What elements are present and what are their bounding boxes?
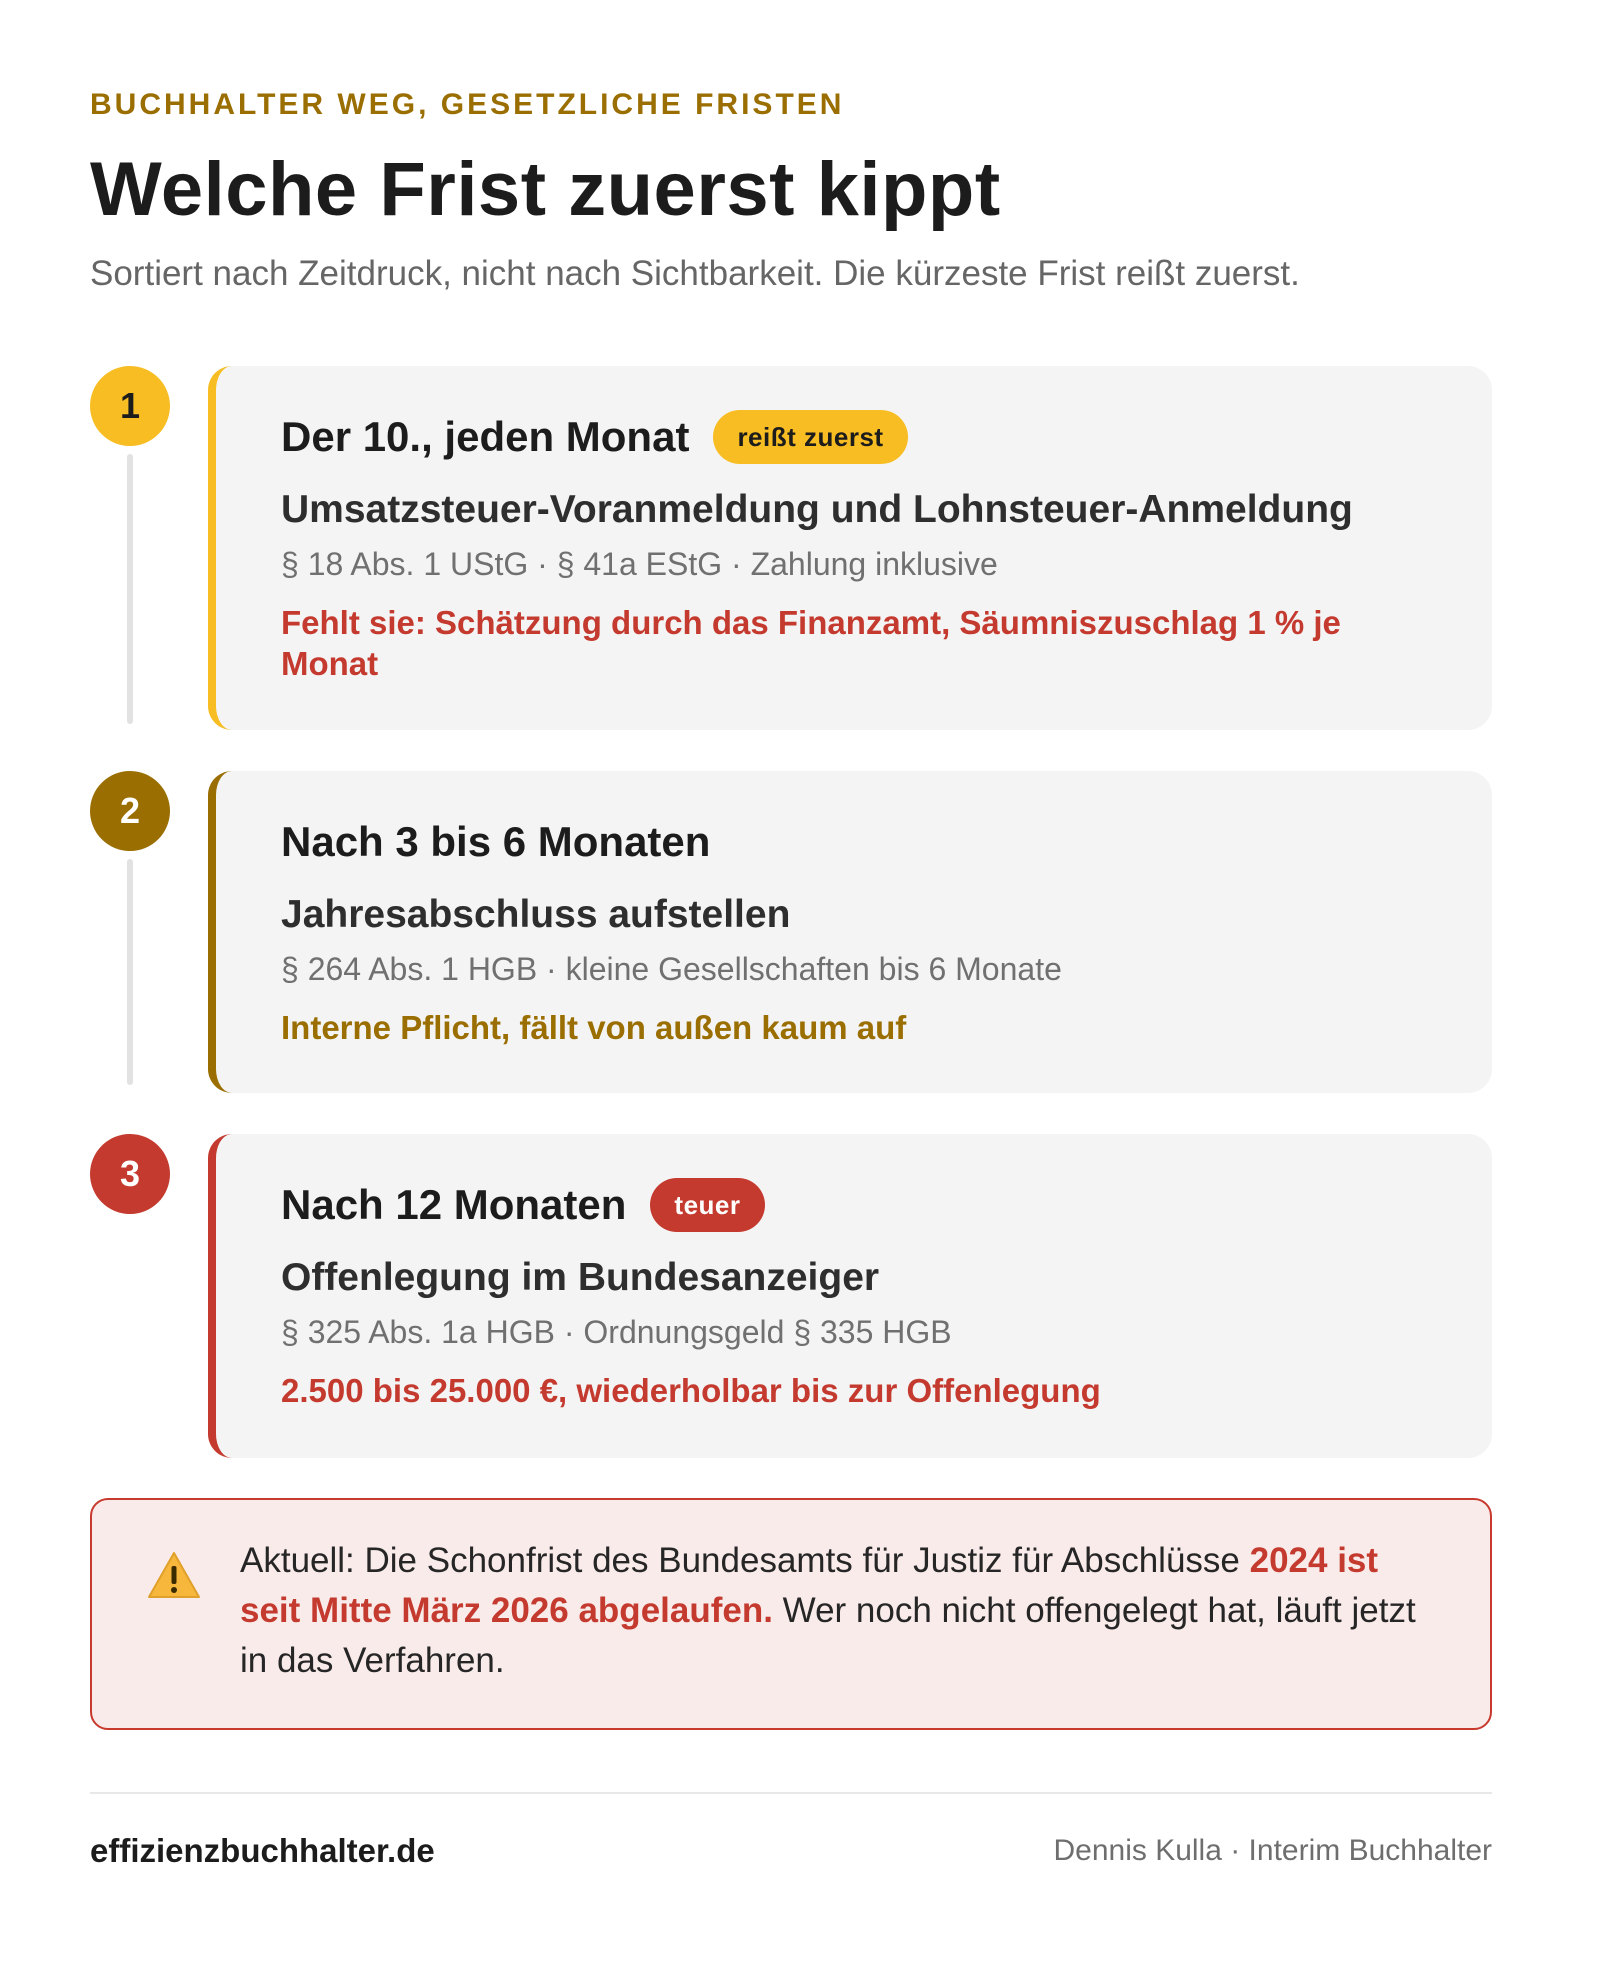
site-link[interactable]: effizienzbuchhalter.de [90, 1832, 435, 1869]
page-title: Welche Frist zuerst kippt [90, 147, 1001, 232]
warning-icon [146, 1550, 202, 1600]
deadline-heading: Nach 3 bis 6 Monaten [281, 818, 711, 865]
legal-reference: § 325 Abs. 1a HGB · Ordnungsgeld § 335 HGB [281, 1314, 952, 1350]
legal-reference: § 264 Abs. 1 HGB · kleine Gesellschaften bis 6 Monate [281, 951, 1062, 987]
deadline-card [208, 771, 1492, 1093]
page-subtitle: Sortiert nach Zeitdruck, nicht nach Sichtbarkeit. Die kürzeste Frist reißt zuerst. [90, 254, 1300, 293]
page [90, 0, 1492, 1981]
card-heading-row [281, 1178, 765, 1232]
author-credit: Dennis Kulla · Interim Buchhalter [1053, 1834, 1492, 1867]
step-number: 1 [90, 366, 170, 446]
deadline-subject: Offenlegung im Bundesanzeiger [281, 1256, 880, 1299]
card-heading-row [281, 815, 710, 869]
footer-divider [90, 1792, 1492, 1794]
deadline-subject: Umsatzsteuer-Voranmeldung und Lohnsteuer-Anmeldung [281, 488, 1353, 531]
notice-text [240, 1536, 1440, 1686]
consequence-note: Fehlt sie: Schätzung durch das Finanzamt, Säumniszuschlag 1 % je Monat [281, 604, 1341, 682]
status-badge: teuer [650, 1178, 764, 1232]
notice-highlight: 2024 ist seit Mitte März 2026 abgelaufen. [240, 1541, 1379, 1630]
notice-text-start: Aktuell: Die Schonfrist des Bundesamts für Justiz für Abschlüsse [240, 1541, 1250, 1580]
consequence-note: Interne Pflicht, fällt von außen kaum auf [281, 1009, 907, 1046]
legal-reference: § 18 Abs. 1 UStG · § 41a EStG · Zahlung inklusive [281, 546, 998, 582]
step-number: 3 [90, 1134, 170, 1214]
status-badge: reißt zuerst [713, 410, 907, 464]
timeline-rail [127, 454, 133, 724]
deadline-heading: Nach 12 Monaten [281, 1181, 627, 1228]
step-number: 2 [90, 771, 170, 851]
consequence-note: 2.500 bis 25.000 €, wiederholbar bis zur Offenlegung [281, 1372, 1101, 1409]
deadline-subject: Jahresabschluss aufstellen [281, 893, 791, 936]
deadline-heading: Der 10., jeden Monat [281, 413, 690, 460]
notice-box [90, 1498, 1492, 1730]
notice-text-end: Wer noch nicht offengelegt hat, läuft jetzt in das Verfahren. [240, 1591, 1416, 1680]
card-heading-row [281, 410, 908, 464]
deadline-card [208, 366, 1492, 730]
kicker: BUCHHALTER WEG, GESETZLICHE FRISTEN [90, 88, 845, 121]
deadline-card [208, 1134, 1492, 1458]
timeline-rail [127, 859, 133, 1085]
